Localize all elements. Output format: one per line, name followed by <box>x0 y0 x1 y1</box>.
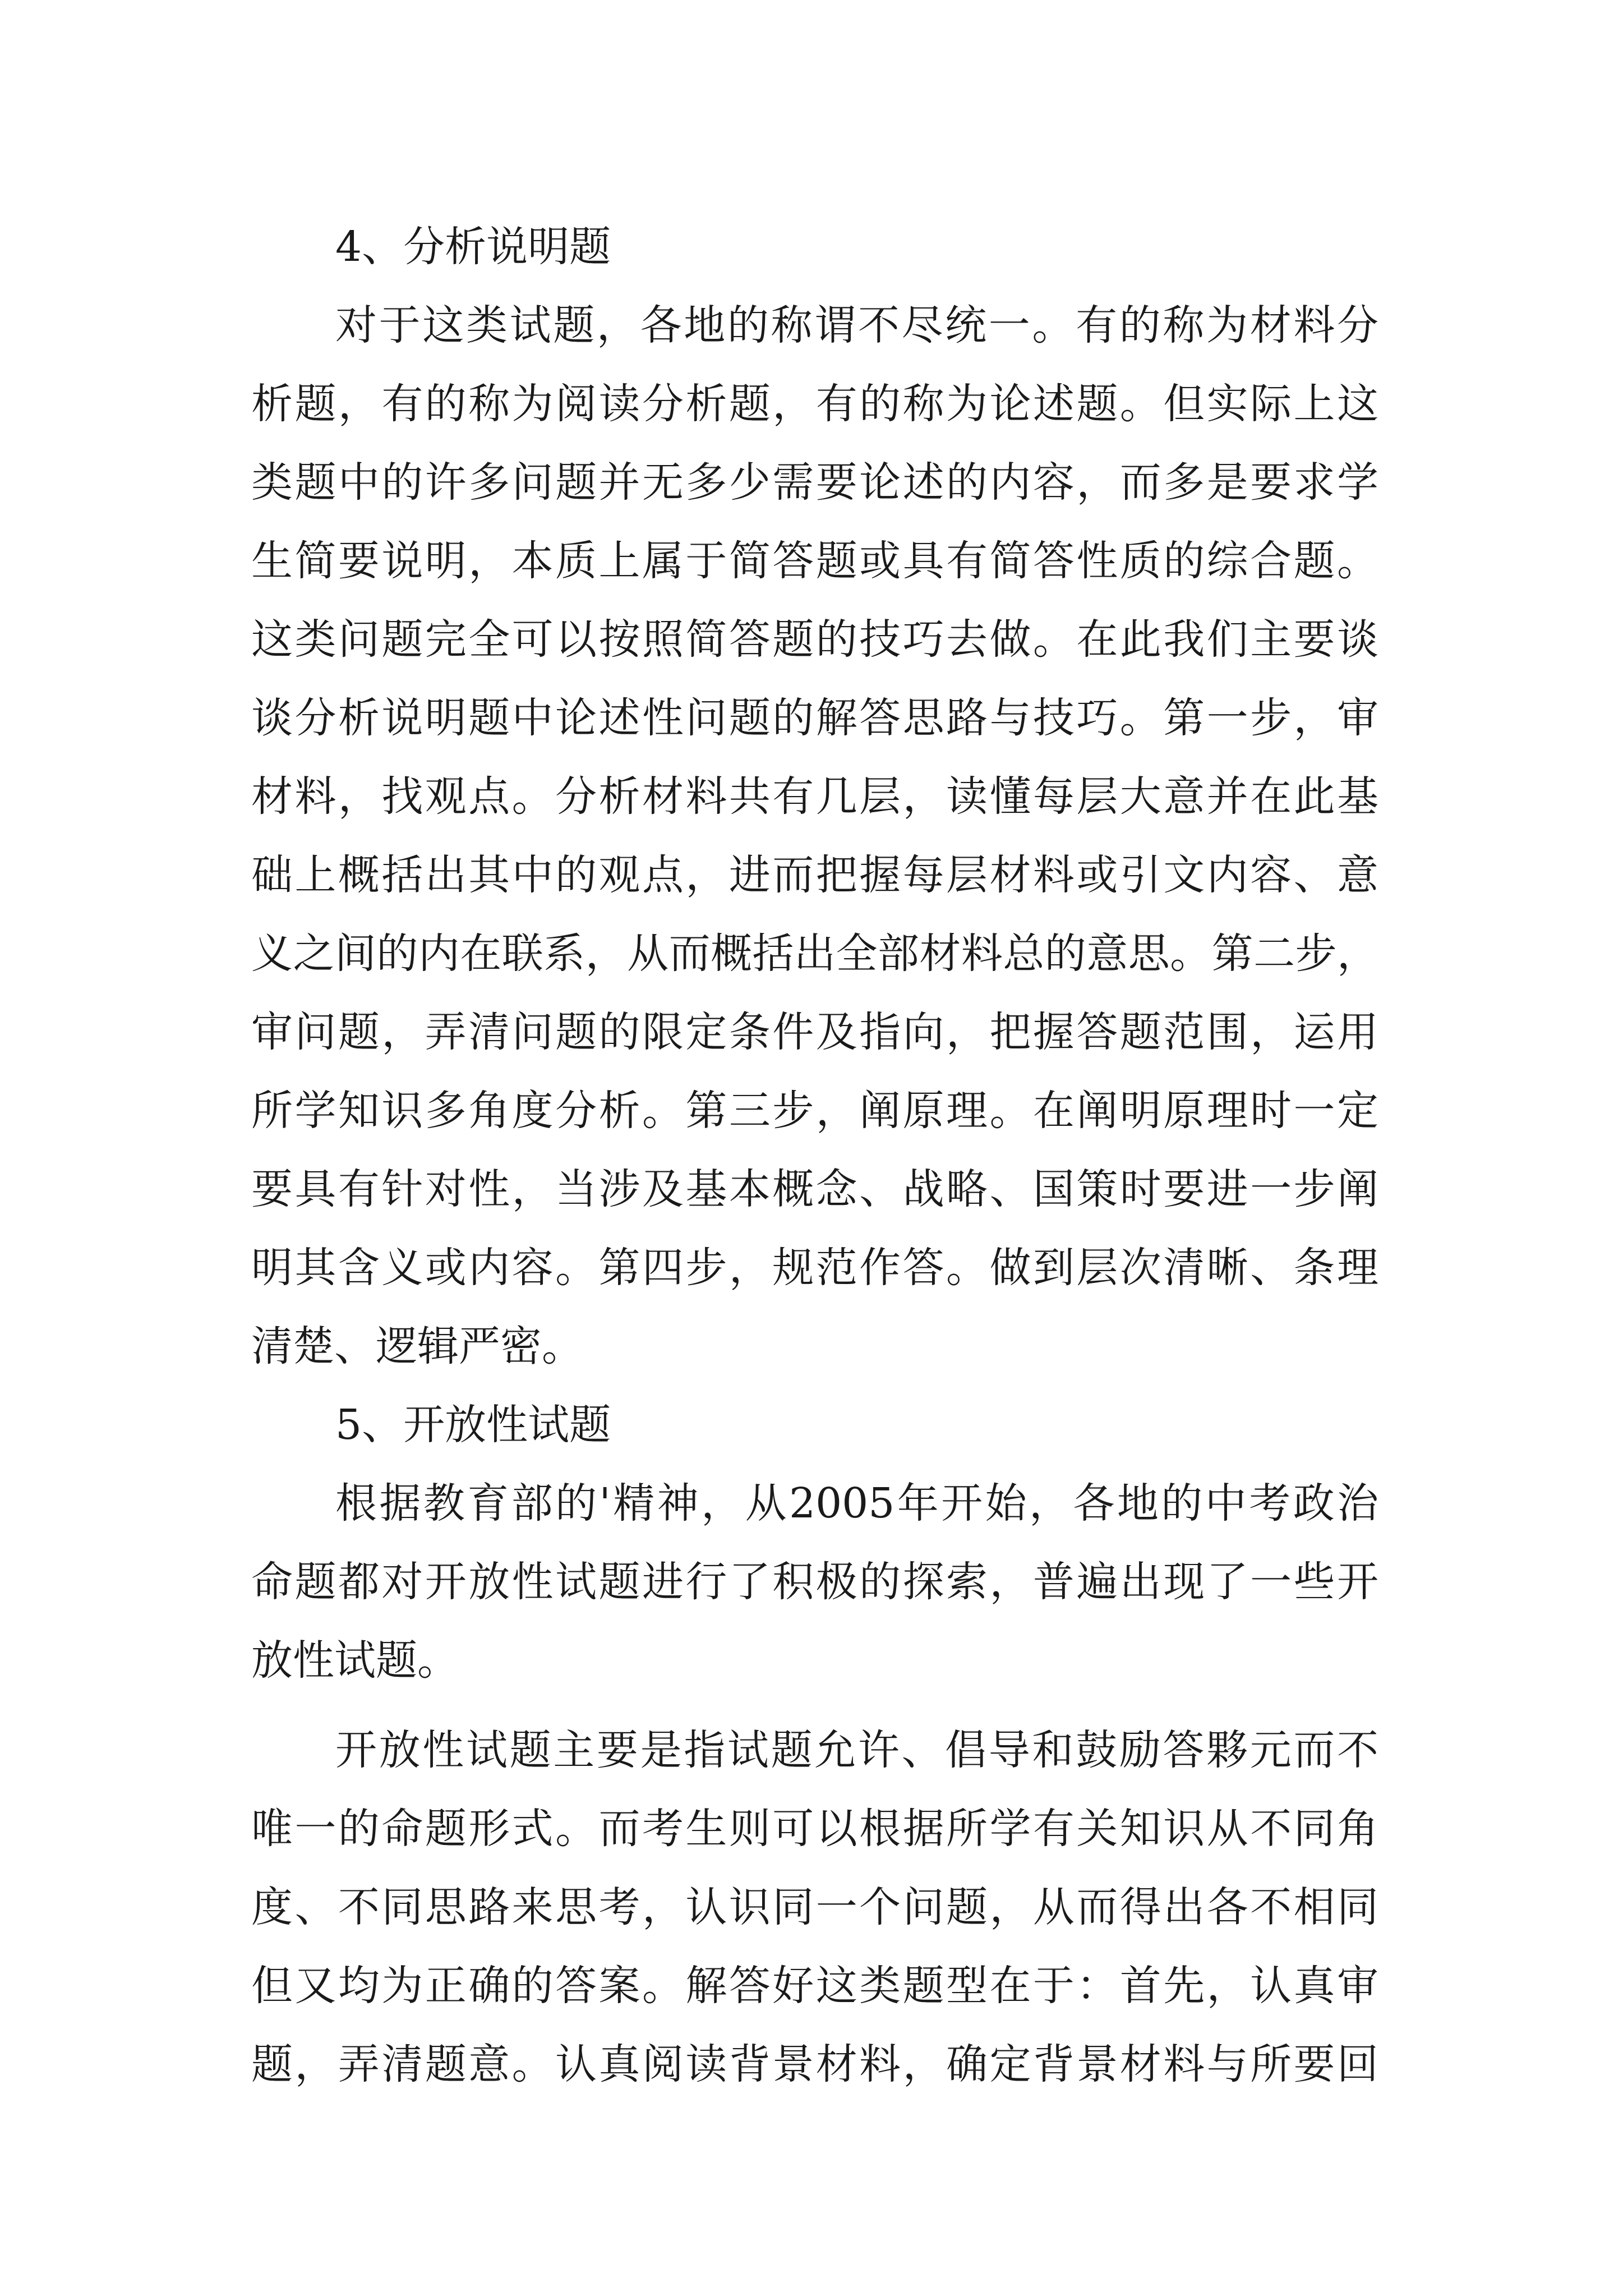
section-4-paragraph-1 <box>251 286 1378 1386</box>
paragraph-line: 础上概括出其中的观点，进而把握每层材料或引文内容、意 <box>251 851 1378 899</box>
paragraph-line: 要具有针对性，当涉及基本概念、战略、国策时要进一步阐 <box>251 1165 1378 1213</box>
paragraph-line: 类题中的许多问题并无多少需要论述的内容，而多是要求学 <box>251 458 1378 507</box>
paragraph-line: 对于这类试题，各地的称谓不尽统一。有的称为材料分 <box>335 301 1378 349</box>
section-heading: 4、分析说明题 <box>335 223 611 271</box>
paragraph-line: 谈分析说明题中论述性问题的解答思路与技巧。第一步，审 <box>251 694 1378 742</box>
section-5-paragraph-1 <box>251 1464 1378 1700</box>
paragraph-line: 放性试题。 <box>251 1636 459 1685</box>
paragraph-line: 生简要说明，本质上属于简答题或具有简答性质的综合题。 <box>251 537 1378 585</box>
paragraph-line: 材料，找观点。分析材料共有几层，读懂每层大意并在此基 <box>251 772 1378 821</box>
paragraph-line: 命题都对开放性试题进行了积极的探索，普遍出现了一些开 <box>251 1558 1378 1606</box>
section-4-heading-block <box>251 208 1378 286</box>
section-heading: 5、开放性试题 <box>335 1401 611 1449</box>
paragraph-line: 义之间的内在联系，从而概括出全部材料总的意思。第二步， <box>251 930 1378 978</box>
paragraph-line: 清楚、逻辑严密。 <box>251 1322 583 1370</box>
paragraph-line: 根据教育部的'精神，从2005年开始，各地的中考政治 <box>335 1479 1378 1527</box>
paragraph-line: 所学知识多角度分析。第三步，阐原理。在阐明原理时一定 <box>251 1087 1378 1135</box>
document-body <box>251 208 1378 2104</box>
paragraph-line: 题，弄清题意。认真阅读背景材料，确定背景材料与所要回 <box>251 2040 1378 2088</box>
paragraph-line: 析题，有的称为阅读分析题，有的称为论述题。但实际上这 <box>251 380 1378 428</box>
section-5-paragraph-2 <box>251 1711 1378 2104</box>
paragraph-line: 但又均为正确的答案。解答好这类题型在于：首先，认真审 <box>251 1962 1378 2010</box>
paragraph-line: 开放性试题主要是指试题允许、倡导和鼓励答夥元而不 <box>335 1726 1378 1774</box>
section-5-heading-block <box>251 1386 1378 1464</box>
paragraph-line: 明其含义或内容。第四步，规范作答。做到层次清晰、条理 <box>251 1244 1378 1292</box>
paragraph-line: 审问题，弄清问题的限定条件及指向，把握答题范围，运用 <box>251 1008 1378 1056</box>
paragraph-line: 这类问题完全可以按照简答题的技巧去做。在此我们主要谈 <box>251 615 1378 664</box>
paragraph-line: 唯一的命题形式。而考生则可以根据所学有关知识从不同角 <box>251 1805 1378 1853</box>
paragraph-line: 度、不同思路来思考，认识同一个问题，从而得出各不相同 <box>251 1883 1378 1931</box>
